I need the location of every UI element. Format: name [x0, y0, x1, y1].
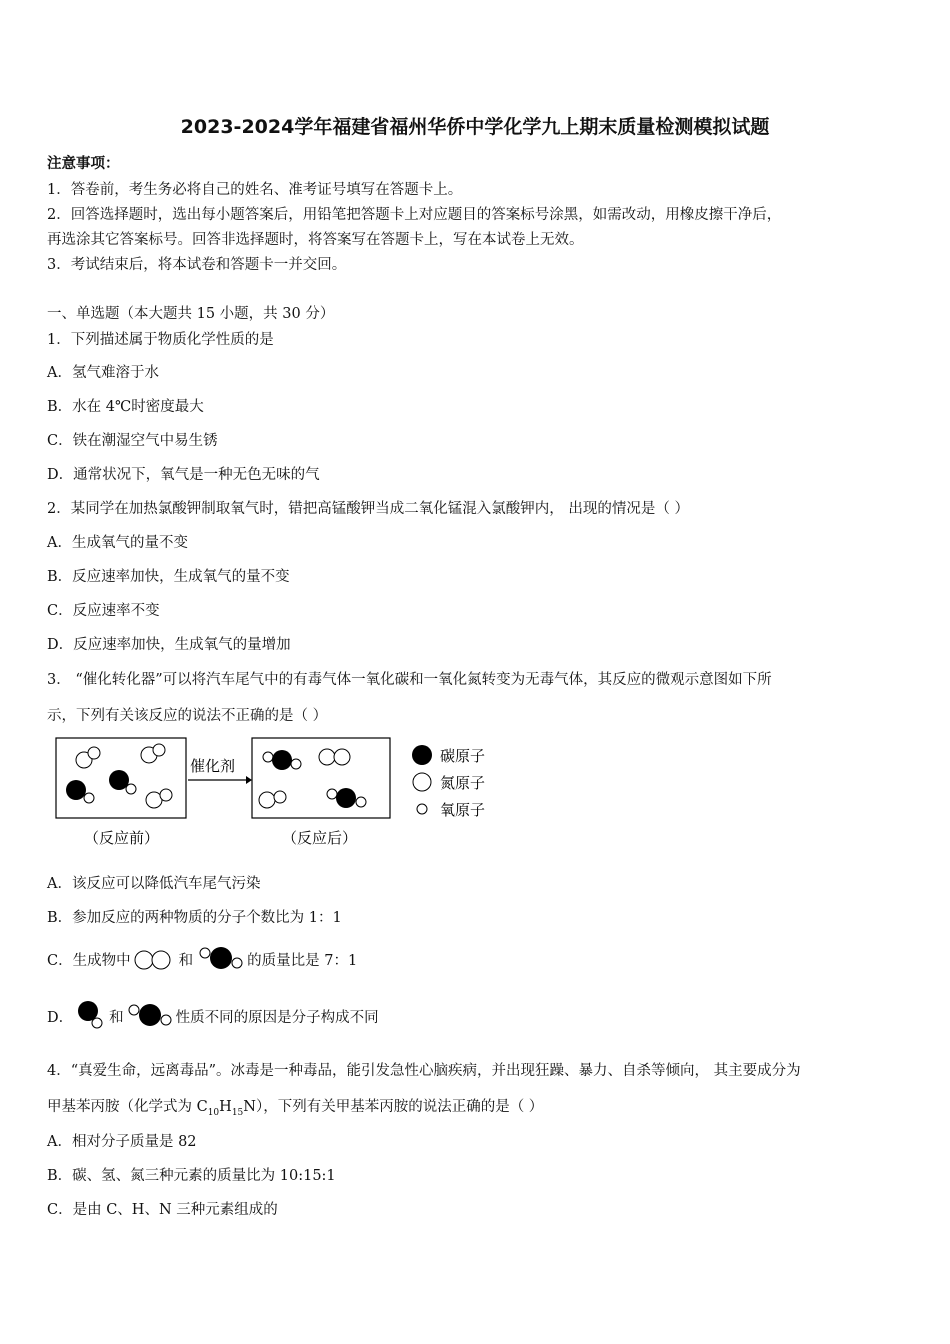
q4-option-c: C．是由 C、H、N 三种元素组成的	[47, 1202, 278, 1218]
q3-option-c-suffix: 的质量比是 7：1	[247, 952, 358, 969]
carbon-dioxide-molecule-icon	[197, 944, 247, 974]
q3-option-c-prefix: C．生成物中	[47, 952, 131, 969]
q3-option-b: B．参加反应的两种物质的分子个数比为 1：1	[47, 910, 342, 926]
legend-carbon: 碳原子	[440, 747, 486, 765]
q3-option-c-and: 和	[178, 952, 194, 969]
q3-stem-line2: 示，下列有关该反应的说法不正确的是（ ）	[47, 708, 328, 724]
legend-nitrogen: 氮原子	[440, 774, 486, 792]
before-caption: （反应前）	[84, 829, 160, 847]
q3-option-c	[47, 944, 357, 974]
catalyst-label: 催化剂	[190, 757, 236, 775]
section-heading: 一、单选题（本大题共 15 小题，共 30 分）	[47, 306, 335, 322]
q4-option-b: B．碳、氢、氮三种元素的质量比为 10:15:1	[47, 1168, 336, 1184]
q1-option-b: B．水在 4℃时密度最大	[47, 399, 204, 415]
q3-stem-line1: 3． “催化转化器”可以将汽车尾气中的有毒气体一氧化碳和一氧化氮转变为无毒气体，其反应的微观示意图如下所	[47, 672, 772, 688]
page-title: 2023-2024学年福建省福州华侨中学化学九上期末质量检测模拟试题	[180, 116, 770, 138]
q3-option-d-suffix: 性质不同的原因是分子构成不同	[175, 1009, 379, 1026]
q4-stem-line1: 4．“真爱生命，远离毒品”。冰毒是一种毒品，能引发急性心脑疾病，并出现狂躁、暴力、自杀等倾向， 其主要成分为	[47, 1063, 801, 1079]
q4-stem-line2: 甲基苯丙胺（化学式为 $C_{10}H_{15}N$），下列有关甲基苯丙胺的说法正确的是（ ）	[47, 1099, 544, 1118]
q4-option-a: A．相对分子质量是 82	[47, 1134, 197, 1150]
q3-option-d	[47, 998, 379, 1034]
q1-option-d: D．通常状况下，氧气是一种无色无味的气	[47, 467, 320, 483]
q1-stem: 1．下列描述属于物质化学性质的是	[47, 332, 274, 348]
q3-option-d-and: 和	[109, 1009, 124, 1026]
q2-option-c: C．反应速率不变	[47, 603, 160, 619]
after-caption: （反应后）	[282, 829, 358, 847]
carbon-monoxide-molecule-icon	[73, 998, 107, 1034]
notice-heading: 注意事项：	[47, 155, 120, 172]
q2-option-b: B．反应速率加快，生成氧气的量不变	[47, 569, 290, 585]
q2-option-a: A．生成氧气的量不变	[47, 535, 188, 551]
notice-item: 再选涂其它答案标号。回答非选择题时，将答案写在答题卡上，写在本试卷上无效。	[47, 232, 584, 248]
legend-oxygen: 氧原子	[440, 801, 486, 819]
carbon-dioxide-molecule-icon	[126, 1001, 176, 1031]
q1-option-a: A．氢气难溶于水	[47, 365, 159, 381]
q2-stem: 2．某同学在加热氯酸钾制取氧气时，错把高锰酸钾当成二氧化锰混入氯酸钾内， 出现的情况是（ ）	[47, 501, 689, 517]
nitrogen-molecule-icon	[131, 946, 175, 972]
q3-option-a: A．该反应可以降低汽车尾气污染	[47, 876, 261, 892]
reaction-diagram	[54, 735, 504, 853]
q2-option-d: D．反应速率加快，生成氧气的量增加	[47, 637, 291, 653]
q3-option-d-prefix: D．	[47, 1009, 74, 1026]
notice-item: 2．回答选择题时，选出每小题答案后，用铅笔把答题卡上对应题目的答案标号涂黑，如需改动，用橡皮擦干净后，	[47, 207, 782, 223]
notice-item: 1．答卷前，考生务必将自己的姓名、准考证号填写在答题卡上。	[47, 182, 463, 198]
notice-item: 3．考试结束后，将本试卷和答题卡一并交回。	[47, 257, 347, 273]
q1-option-c: C．铁在潮湿空气中易生锈	[47, 433, 218, 449]
